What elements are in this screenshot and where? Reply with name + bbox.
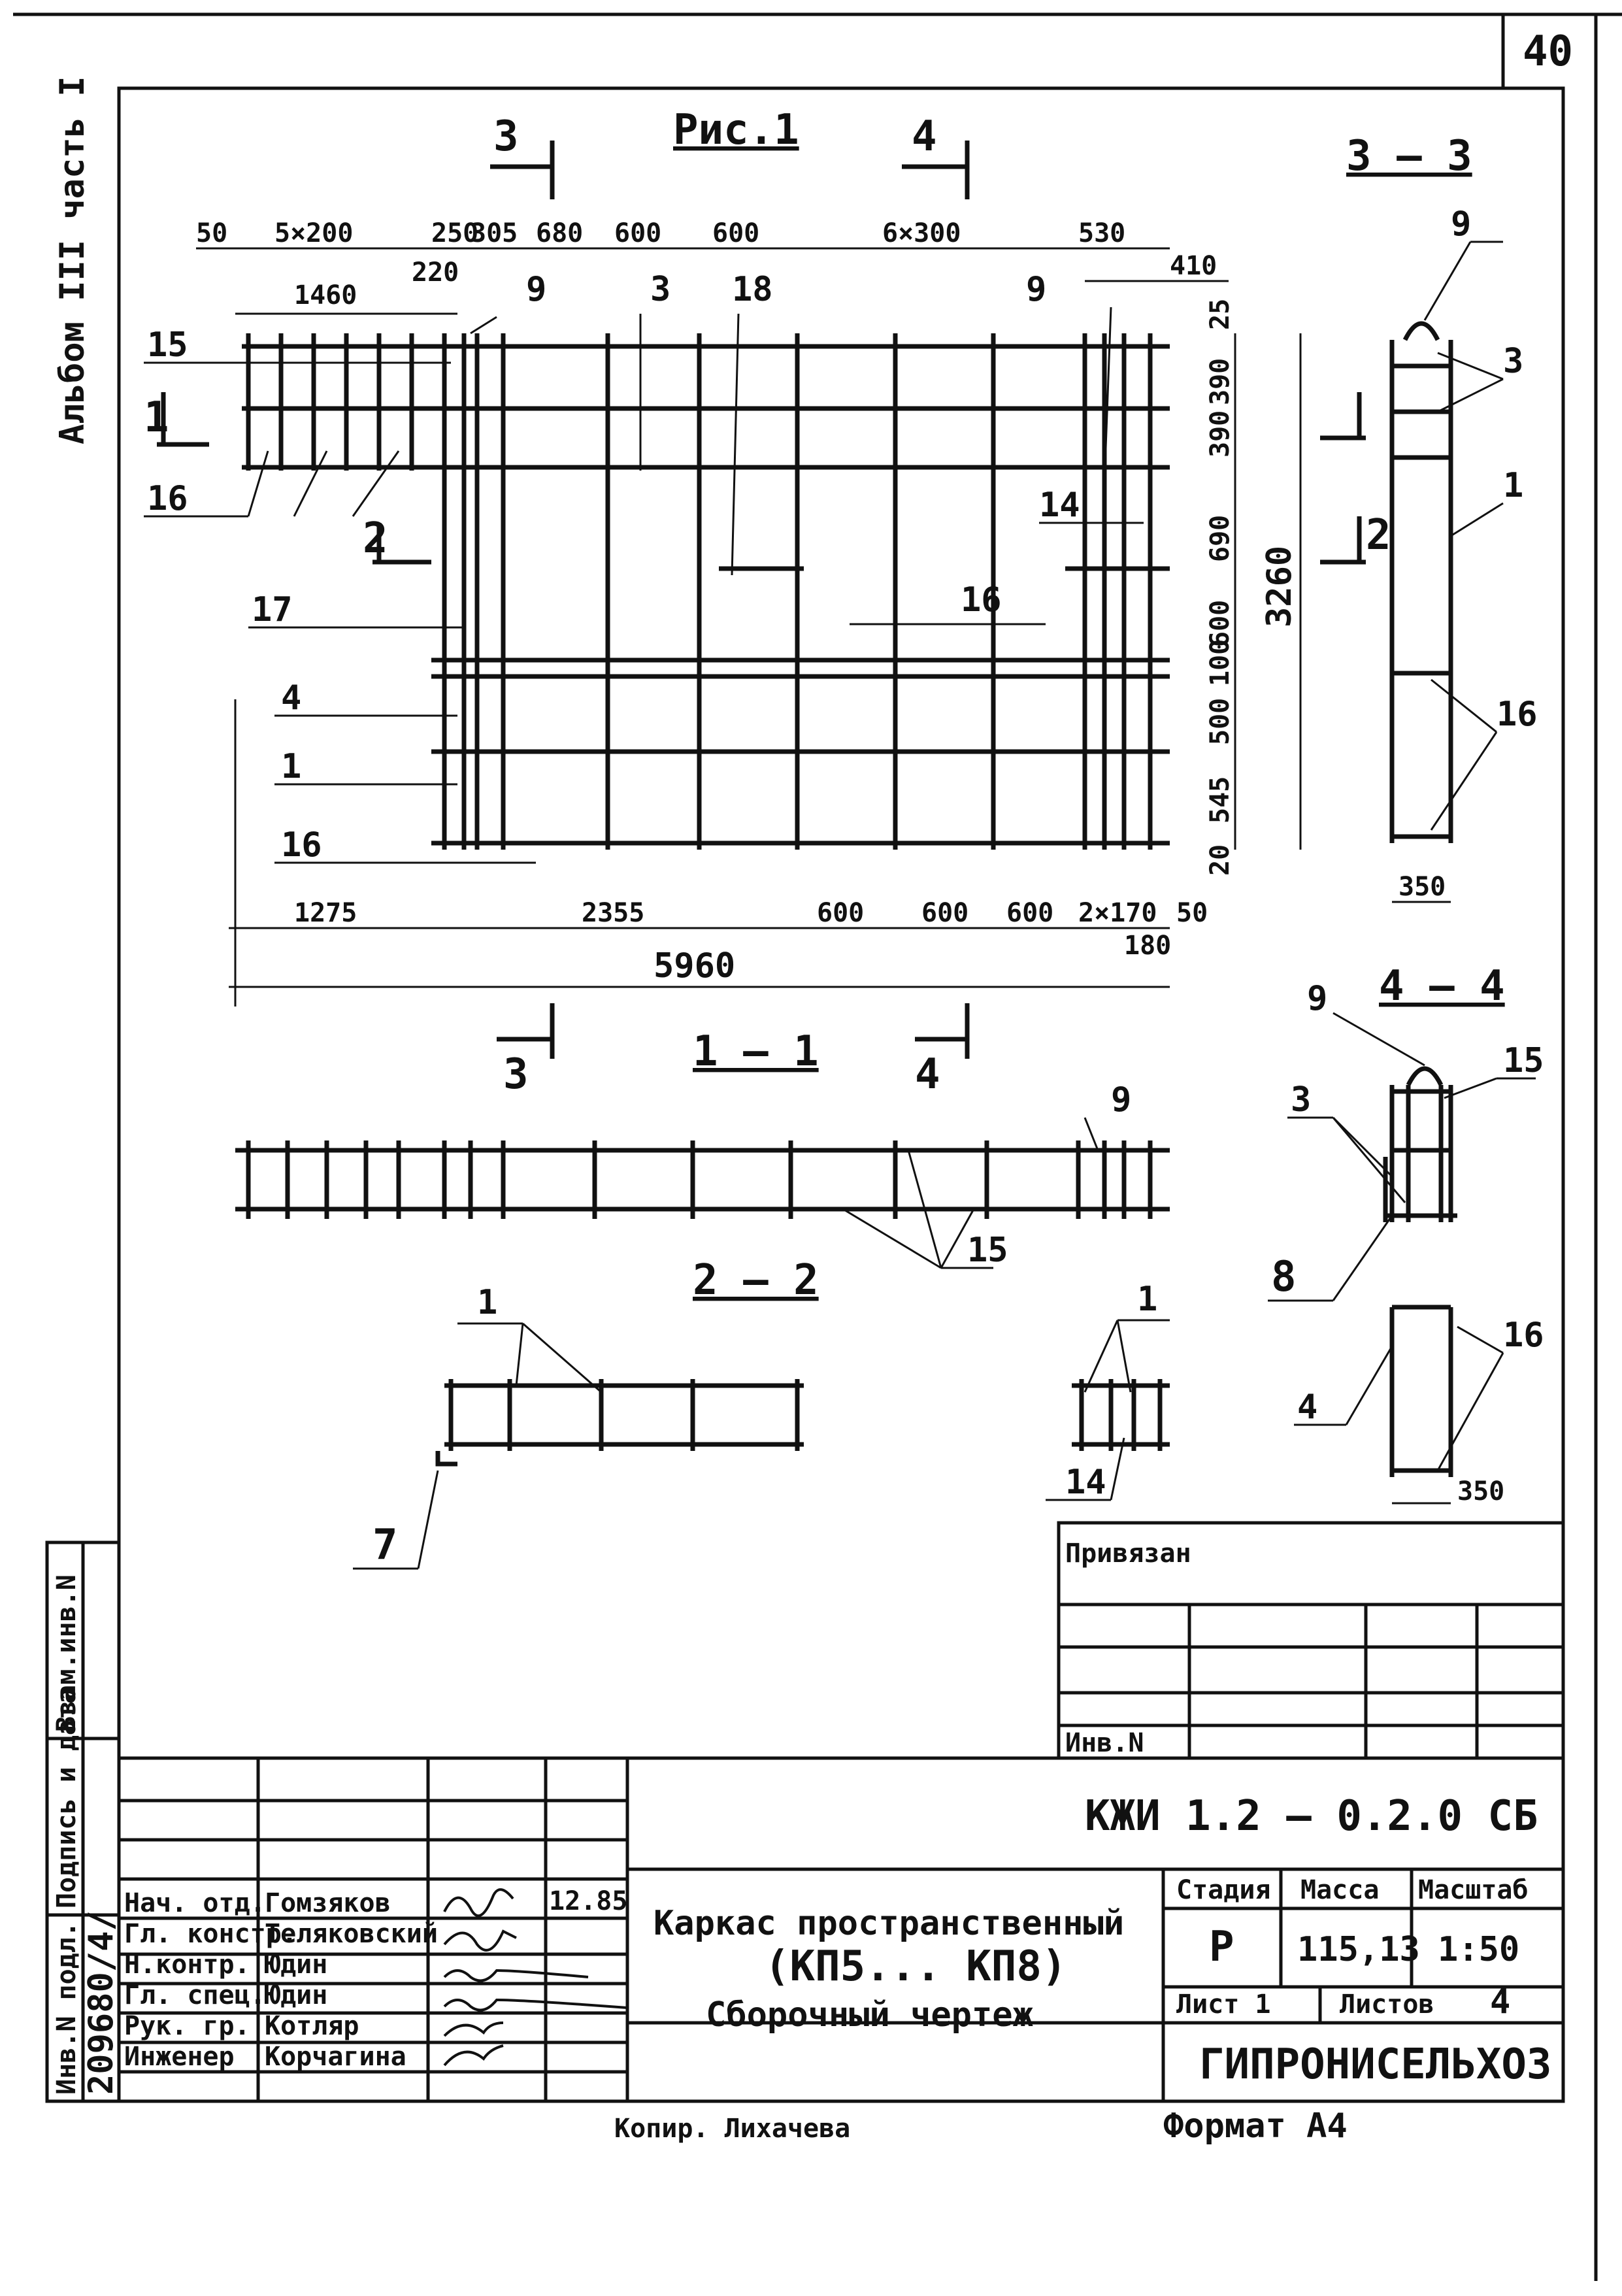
overall-height-label: 3260: [1260, 545, 1299, 627]
view-1-1-cage: [235, 1140, 1170, 1219]
right-dim-5: 100: [1205, 639, 1235, 686]
callout-17: 17: [252, 590, 293, 629]
view-4-4-callout-16: 16: [1503, 1316, 1544, 1355]
mass-label: Масса: [1300, 1875, 1380, 1905]
right-dim-3: 690: [1205, 514, 1235, 562]
section-marker-3-mid-label: 3: [503, 1050, 529, 1099]
right-dim-2: 390: [1205, 410, 1235, 458]
callout-3-a: 3: [650, 270, 671, 309]
top-dim-second-1: 220: [412, 258, 459, 288]
overall-width-label: 5960: [654, 946, 736, 986]
attached-label: Привязан: [1065, 1539, 1191, 1569]
top-dim-6: 600: [712, 218, 760, 248]
top-dim-second-2: 410: [1170, 251, 1217, 281]
bottom-dim-4: 600: [1006, 898, 1054, 928]
view-4-4-callout-4: 4: [1297, 1388, 1318, 1427]
top-dim-7: 6×300: [882, 218, 961, 248]
view-2-2-callout-1: 1: [477, 1283, 498, 1322]
view-4-4-callout-3: 3: [1291, 1080, 1312, 1120]
view-3-3-section-markers: [1320, 392, 1366, 562]
top-dimension-labels: [196, 218, 1217, 310]
callout-16-b: 16: [281, 825, 322, 865]
left-strip-replace-inv: Взам.инв.N: [52, 1574, 82, 1732]
view-3-3-section-2: 2: [1366, 511, 1391, 559]
bottom-dim-6: 50: [1176, 898, 1208, 928]
footer-copied: Копир. Лихачева: [614, 2114, 851, 2144]
sheet-number: 40: [1523, 27, 1574, 76]
top-dim-2: 250: [431, 218, 479, 248]
bottom-dimension-labels: [294, 898, 1208, 961]
section-marker-3-top-label: 3: [493, 112, 519, 161]
detail-callout-14: 14: [1065, 1463, 1106, 1502]
callout-9-a: 9: [526, 270, 547, 309]
approval-date: 12.85: [549, 1886, 628, 1916]
sheet-label: Лист 1: [1176, 1989, 1271, 2020]
right-dim-1: 390: [1205, 358, 1235, 405]
view-4-4-title: 4 – 4: [1379, 962, 1505, 1010]
people-table: [124, 1888, 438, 2072]
view-3-3-title: 3 – 3: [1346, 132, 1472, 180]
view-4-4-callout-8: 8: [1271, 1253, 1297, 1301]
callout-16-c: 16: [961, 580, 1002, 620]
person-role-2: Н.контр.: [124, 1950, 250, 1980]
bottom-dim-0: 1275: [294, 898, 357, 928]
organization: ГИПРОНИСЕЛЬХОЗ: [1199, 2040, 1552, 2089]
title-line-2: (КП5... КП8): [765, 1942, 1067, 1991]
view-3-3-callout-1: 1: [1503, 466, 1524, 505]
scale-label: Масштаб: [1418, 1875, 1529, 1905]
view-4-4-callout-9: 9: [1307, 979, 1328, 1018]
title-line-1: Каркас пространственный: [654, 1904, 1125, 1943]
view-4-4-cage: [1385, 1069, 1457, 1477]
sheets-label: Листов: [1340, 1989, 1434, 2020]
view-1-1-callout-9: 9: [1111, 1080, 1132, 1120]
top-dim-1: 5×200: [274, 218, 354, 248]
left-strip-inv-orig: Инв.N подл.: [52, 1922, 82, 2095]
person-role-4: Рук. гр.: [124, 2011, 250, 2041]
view-3-3-leaders: [1392, 242, 1503, 902]
view-4-4-width: 350: [1457, 1476, 1505, 1506]
top-dim-3: 305: [471, 218, 518, 248]
right-dim-6: 500: [1205, 697, 1235, 745]
left-strip-inv-orig-value: 209680/4/: [82, 1910, 121, 2095]
callout-9-b: 9: [1026, 270, 1047, 309]
right-dim-7: 545: [1205, 776, 1235, 824]
detail-14-leaders: [1046, 1320, 1170, 1500]
scale-value: 1:50: [1438, 1930, 1520, 1969]
top-dim-4: 680: [536, 218, 584, 248]
section-marker-4-mid-label: 4: [915, 1050, 940, 1099]
right-dim-0: 25: [1205, 298, 1235, 330]
figure-title: Рис.1: [673, 106, 799, 154]
view-3-3-width: 350: [1399, 872, 1446, 902]
person-name-1: Теляковский: [265, 1919, 438, 1949]
footer-format: Формат А4: [1163, 2106, 1348, 2146]
top-dim-second-0: 1460: [294, 280, 357, 310]
callout-18: 18: [732, 270, 773, 309]
top-dim-8: 530: [1078, 218, 1126, 248]
title-line-3: Сборочный чертеж: [706, 1995, 1033, 2035]
view-4-4-callout-15: 15: [1503, 1041, 1544, 1080]
left-strip-signature-date: Подпись и дата: [52, 1688, 82, 1908]
callout-16-a: 16: [147, 479, 188, 518]
top-dim-0: 50: [196, 218, 228, 248]
person-name-0: Гомзяков: [265, 1888, 391, 1918]
callout-15: 15: [147, 325, 188, 365]
bottom-dim-3: 600: [921, 898, 969, 928]
bottom-dim-2: 600: [817, 898, 865, 928]
bottom-dim-5: 2×170: [1078, 898, 1157, 928]
person-role-0: Нач. отд.: [124, 1888, 266, 1918]
bottom-dim-1: 2355: [582, 898, 645, 928]
main-elevation-cage: [242, 333, 1170, 850]
top-dim-5: 600: [614, 218, 662, 248]
view-3-3-callout-9: 9: [1451, 205, 1472, 244]
view-3-3-cage: [1392, 324, 1451, 843]
bottom-dim-7: 180: [1124, 931, 1172, 961]
detail-callout-1: 1: [1137, 1280, 1158, 1319]
callout-2: 2: [363, 514, 388, 563]
person-name-5: Корчагина: [265, 2042, 406, 2072]
view-1-1-title: 1 – 1: [693, 1027, 819, 1076]
callout-14-a: 14: [1039, 486, 1080, 525]
inv-no-label: Инв.N: [1065, 1728, 1144, 1758]
sheets-count: 4: [1490, 1982, 1511, 2021]
right-dim-4: 600: [1205, 599, 1235, 647]
mass-value: 115,13: [1297, 1930, 1420, 1969]
view-2-2-callout-7: 7: [372, 1521, 398, 1569]
callout-1: 1: [281, 747, 302, 786]
callout-4: 4: [281, 678, 302, 718]
document-code: КЖИ 1.2 – 0.2.0 СБ: [1085, 1792, 1538, 1840]
person-role-3: Гл. спец.: [124, 1980, 266, 2010]
right-dim-8: 20: [1205, 844, 1235, 876]
view-3-3-callout-3: 3: [1503, 342, 1524, 381]
view-1-1-callout-15: 15: [967, 1231, 1008, 1270]
view-2-2-title: 2 – 2: [693, 1256, 819, 1305]
person-role-1: Гл. констр.: [124, 1919, 297, 1949]
section-marker-4-top-label: 4: [912, 112, 937, 161]
person-name-2: Юдин: [265, 1950, 328, 1980]
stage-value: Р: [1209, 1923, 1234, 1971]
view-3-3-callout-16: 16: [1497, 695, 1538, 734]
right-dimension-labels: [1205, 299, 1235, 876]
person-name-3: Юдин: [265, 1980, 328, 2010]
stage-label: Стадия: [1176, 1875, 1271, 1905]
view-2-2-cage: [438, 1379, 804, 1464]
person-role-5: Инженер: [124, 2042, 235, 2072]
side-label: Альбом III часть I: [53, 76, 92, 444]
person-name-4: Котляр: [265, 2011, 359, 2041]
section-1-left-label: 1: [144, 393, 169, 442]
